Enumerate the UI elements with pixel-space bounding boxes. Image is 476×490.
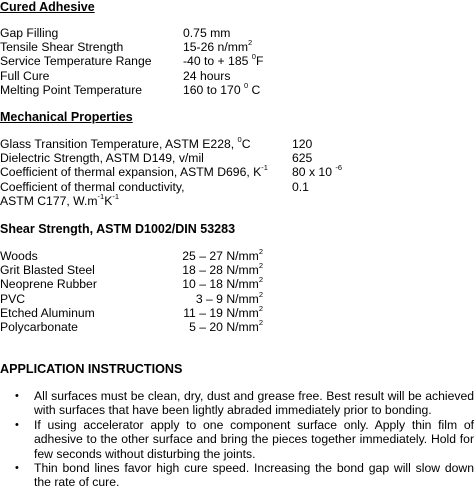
shear-row-label: Grit Blasted Steel: [0, 263, 95, 278]
mechanical-row-label: Glass Transition Temperature, ASTM E228, $^0$C: [0, 134, 251, 151]
shear-strength-heading: Shear Strength, ASTM D1002/DIN 53283: [0, 222, 236, 236]
shear-row-label: PVC: [0, 291, 26, 306]
mechanical-row-value: 120: [292, 137, 313, 151]
cured-row-label: Melting Point Temperature: [0, 82, 143, 97]
cured-row-label: Gap Filling: [0, 26, 59, 40]
shear-row-value: 18 – 28 $N/mm^2$: [182, 261, 263, 278]
shear-row-value: 11 – 19 $N/mm^2$: [183, 303, 263, 320]
shear-row-value: 5 – 20 $N/mm^2$: [189, 317, 263, 334]
list-item: [0, 461, 476, 490]
cured-adhesive-heading: Cured Adhesive: [0, 0, 95, 14]
mechanical-row-value: 625: [292, 151, 313, 166]
cured-row-value: 15-26 $n/mm^2$: [183, 38, 253, 55]
mechanical-row-label: Coefficient of thermal expansion, ASTM D696, $K^{-1}$: [0, 163, 268, 180]
bullet-icon: •: [15, 462, 19, 475]
cured-row-label: Service Temperature Range: [0, 54, 152, 69]
cured-row-value: -40 to + 185 $^0$F: [183, 52, 264, 69]
shear-row-value: 3 – 9 $N/mm^2$: [195, 289, 263, 306]
bullet-icon: •: [15, 418, 19, 431]
cured-row-value: 24 hours: [183, 68, 231, 83]
mechanical-row-label: ASTM C177, $W.m^{-1}K^{-1}$: [0, 191, 120, 208]
application-instructions-heading: APPLICATION INSTRUCTIONS: [0, 362, 183, 376]
cured-row-label: Full Cure: [0, 68, 50, 83]
application-instructions-list: [0, 389, 476, 490]
shear-row-value: 25 – 27 $N/mm^2$: [182, 246, 263, 263]
mechanical-properties-heading: Mechanical Properties: [0, 110, 133, 124]
cured-row-value: 160 to 170 $^0$ C: [183, 80, 261, 97]
list-item-text: If using accelerator apply to one component surface only. Apply thin film of adhesive to the other surface and bring the pieces together immediately. Hold for few seconds without disturbing the joints.: [34, 417, 474, 461]
cured-row-value: 0.75 mm: [183, 26, 231, 40]
shear-row-value: 10 – 18 $N/mm^2$: [182, 275, 263, 292]
list-item-text: Thin bond lines favor high cure speed. Increasing the bond gap will slow down the rate of cure.: [34, 461, 474, 490]
mechanical-row-value: 0.1: [292, 179, 309, 194]
cured-row-label: Tensile Shear Strength: [0, 40, 124, 55]
mechanical-row-label: Coefficient of thermal conductivity,: [0, 179, 185, 194]
shear-row-label: Woods: [0, 249, 38, 263]
shear-row-label: Etched Aluminum: [0, 305, 95, 320]
list-item: [0, 389, 476, 418]
list-item: [0, 418, 476, 461]
shear-row-label: Polycarbonate: [0, 319, 78, 334]
bullet-icon: •: [15, 390, 19, 402]
mechanical-row-value: 80 x 10 $^{-6}$: [292, 163, 343, 180]
list-item-text: All surfaces must be clean, dry, dust and grease free. Best result will be achieved with surfaces that have been lightly abraded immediately prior to bonding.: [34, 389, 474, 418]
shear-row-label: Neoprene Rubber: [0, 277, 97, 292]
mechanical-row-label: Dielectric Strength, ASTM D149, v/mil: [0, 151, 204, 166]
